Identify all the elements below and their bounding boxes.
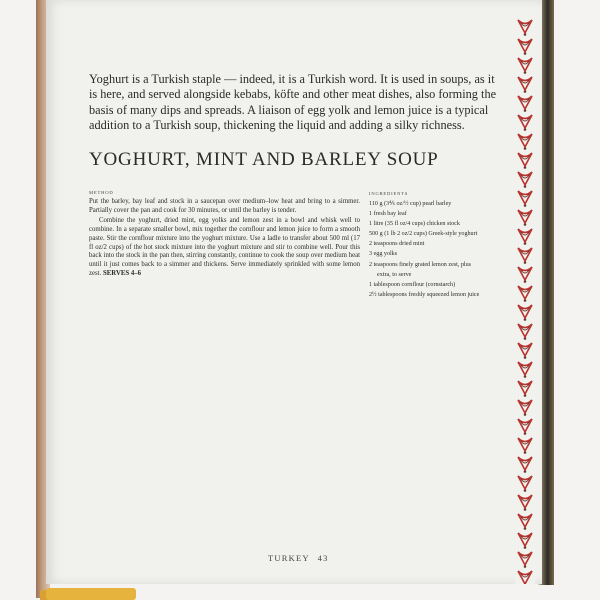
ingredient-item: 2½ tablespoons freshly squeezed lemon juice <box>369 291 480 298</box>
ingredient-item-continuation: extra, to serve <box>377 271 412 278</box>
border-motif <box>518 495 532 511</box>
border-motif <box>518 267 532 283</box>
border-motif <box>518 248 532 264</box>
border-motif <box>518 457 532 473</box>
border-motif <box>518 153 532 169</box>
border-motif <box>518 343 532 359</box>
method-section <box>89 198 360 279</box>
border-motif <box>518 514 532 530</box>
method-label: METHOD <box>89 190 114 195</box>
border-motif <box>518 77 532 93</box>
border-motif <box>518 324 532 340</box>
method-paragraph-1: Put the barley, bay leaf and stock in a saucepan over medium–low heat and bring to a simmer. Partially cover the pan and cook for 30 minutes, or until the barley is tender. <box>89 198 360 214</box>
ingredient-item <box>369 260 514 280</box>
border-motif <box>518 210 532 226</box>
ingredient-item: 500 g (1 lb 2 oz/2 cups) Greek-style yoghurt <box>369 231 478 238</box>
ingredient-item-text: 2 teaspoons finely grated lemon zest, plus <box>369 261 472 268</box>
method-paragraph-2 <box>89 217 360 279</box>
border-motif <box>518 20 532 36</box>
border-motif <box>518 286 532 302</box>
border-motif <box>518 362 532 378</box>
ribbon-bookmark <box>46 588 136 600</box>
page-number: 43 <box>317 553 329 563</box>
border-motif <box>518 39 532 55</box>
ingredients-label: INGREDIENTS <box>369 191 409 196</box>
border-motif <box>518 134 532 150</box>
border-motif <box>518 191 532 207</box>
method-paragraph-2-text: Combine the yoghurt, dried mint, egg yolks and lemon zest in a bowl and whisk well to combine. In a separate smaller bowl, mix together the cornflour and lemon juice to form a smooth paste. Stir the cornflour mixture into the yoghurt mixture. Use a ladle to transfer about 500 ml (17 fl oz/2 cups) of the hot stock mixture into the yoghurt mixture and stir to combine well. Pour this back into the stock in the pan then, stirring constantly, continue to cook the soup over medium heat until it just comes back to a simmer and thickens. Serve immediately sprinkled with some lemon zest. <box>89 216 360 278</box>
border-motif <box>518 305 532 321</box>
ingredients-list <box>369 199 514 300</box>
border-motif <box>518 571 532 584</box>
footer-section-name: TURKEY <box>268 553 310 563</box>
decorative-border <box>515 18 535 584</box>
border-motif <box>518 96 532 112</box>
border-motif <box>518 58 532 74</box>
border-motif <box>518 115 532 131</box>
border-motif <box>518 229 532 245</box>
intro-paragraph: Yoghurt is a Turkish staple — indeed, it is a Turkish word. It is used in soups, as it is here, and served alongside kebabs, köfte and other meat dishes, also forming the basis of many dips and spreads. A liaison of egg yolk and lemon juice is a typical addition to a Turkish soup, thickening the liquid and adding a silky richness. <box>89 72 497 132</box>
ingredient-item: 1 tablespoon cornflour (cornstarch) <box>369 281 456 288</box>
page-footer <box>268 553 329 563</box>
border-motif <box>518 419 532 435</box>
border-motif <box>518 476 532 492</box>
border-motif <box>518 438 532 454</box>
ingredient-item: 1 litre (35 fl oz/4 cups) chicken stock <box>369 221 460 228</box>
ingredient-item: 1 fresh bay leaf <box>369 211 407 218</box>
border-motif <box>518 533 532 549</box>
ingredient-item: 2 teaspoons dried mint <box>369 241 425 248</box>
border-motif <box>518 172 532 188</box>
ingredient-item: 3 egg yolks <box>369 251 398 258</box>
ingredient-item: 110 g (3⅘ oz/½ cup) pearl barley <box>369 201 452 207</box>
border-motif <box>518 552 532 568</box>
border-motif <box>518 381 532 397</box>
border-motif <box>518 400 532 416</box>
serves-label: SERVES 4–6 <box>102 270 142 278</box>
decorative-border-pattern <box>515 18 535 584</box>
recipe-title: YOGHURT, MINT AND BARLEY SOUP <box>89 149 439 170</box>
